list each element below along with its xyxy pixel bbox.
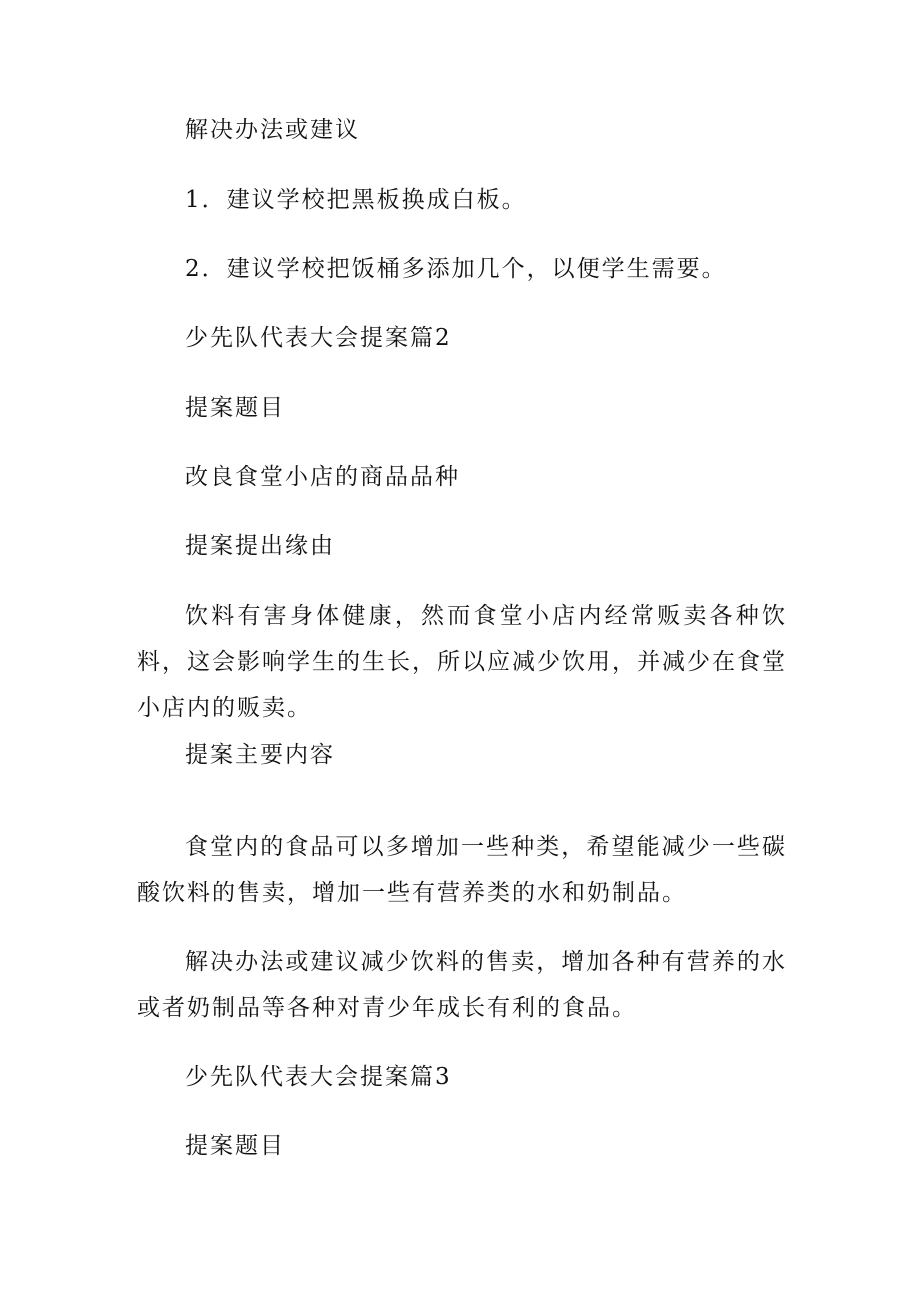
paragraph-suggestion-1: 1．建议学校把黑板换成白板。 <box>185 187 527 213</box>
paragraph-suggestion-2: 2．建议学校把饭桶多添加几个，以便学生需要。 <box>185 256 727 282</box>
paragraph-main-content-body: 食堂内的食品可以多增加一些种类，希望能减少一些碳酸饮料的售卖，增加一些有营养类的水和奶制品。 <box>137 834 787 906</box>
paragraph-reason-heading: 提案提出缘由 <box>185 533 335 559</box>
paragraph-proposal-topic: 改良食堂小店的商品品种 <box>185 464 460 490</box>
section-title-proposal-2: 少先队代表大会提案篇2 <box>185 325 452 351</box>
paragraph-solution-body: 解决办法或建议减少饮料的售卖，增加各种有营养的水或者奶制品等各种对青少年成长有利的食品。 <box>137 949 787 1021</box>
paragraph-reason-body: 饮料有害身体健康，然而食堂小店内经常贩卖各种饮料，这会影响学生的生长，所以应减少饮用，并减少在食堂小店内的贩卖。 <box>137 603 787 721</box>
section-title-proposal-3: 少先队代表大会提案篇3 <box>185 1064 452 1090</box>
paragraph-proposal-topic-heading: 提案题目 <box>185 395 285 421</box>
paragraph-solution-heading: 解决办法或建议 <box>185 117 360 143</box>
paragraph-main-content-heading: 提案主要内容 <box>185 742 335 768</box>
paragraph-proposal-topic-heading-3: 提案题目 <box>185 1133 285 1159</box>
